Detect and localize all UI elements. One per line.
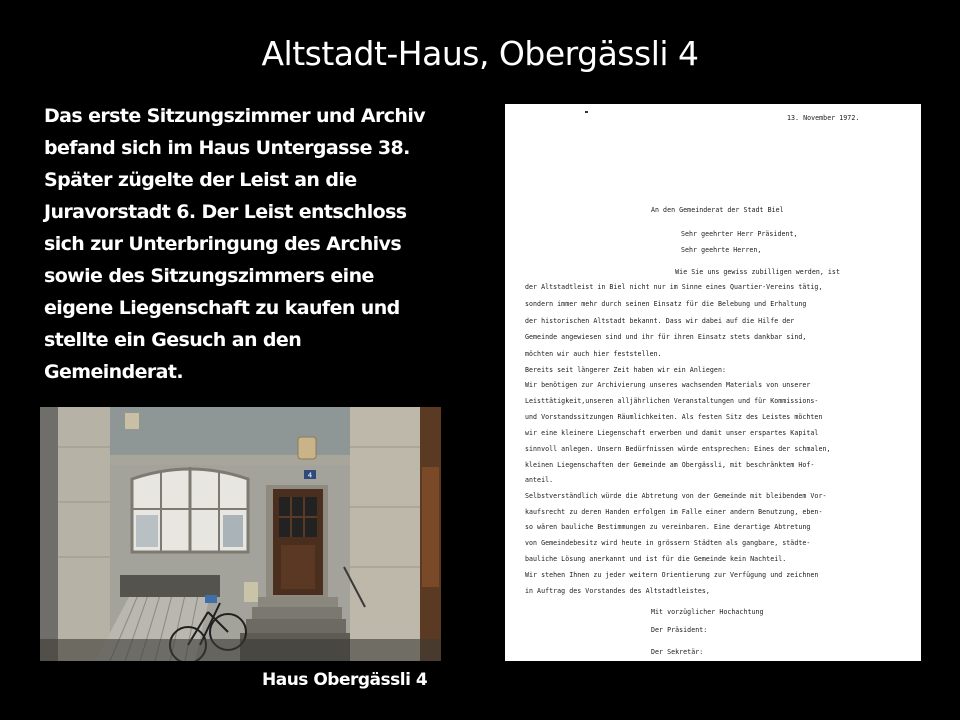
letter-line: möchten wir auch hier feststellen. xyxy=(525,350,662,358)
letter-line: in Auftrag des Vorstandes des Altstadtleistes, xyxy=(525,587,710,595)
letter-line: Wir benötigen zur Archivierung unseres wachsenden Materials von unserer xyxy=(525,381,811,389)
letter-line: der Altstadtleist in Biel nicht nur im Sinne eines Quartier-Vereins tätig, xyxy=(525,283,823,291)
letter-signature-president: Der Präsident: xyxy=(651,626,708,634)
house-photo xyxy=(40,407,441,661)
body-text xyxy=(44,100,474,388)
letter-line: wir eine kleinere Liegenschaft erwerben und damit unser erspartes Kapital xyxy=(525,429,819,437)
letter-line: bauliche Lösung anerkannt und ist für die Gemeinde kein Nachteil. xyxy=(525,555,787,563)
letter-line: von Gemeindebesitz wird heute in grössern Städten als gangbare, städte- xyxy=(525,539,811,547)
letter-line: anteil. xyxy=(525,476,554,484)
letter-line: sondern immer mehr durch seinen Einsatz für die Belebung und Erhaltung xyxy=(525,300,807,308)
body-line: Das erste Sitzungszimmer und Archiv xyxy=(44,105,426,127)
letter-line: Wir stehen Ihnen zu jeder weitern Orientierung zur Verfügung und zeichnen xyxy=(525,571,819,579)
letter-closing: Mit vorzüglicher Hochachtung xyxy=(651,608,764,616)
letter-salutation: Sehr geehrter Herr Präsident, xyxy=(681,230,798,238)
paper-mark xyxy=(585,111,588,113)
house-number: 4 xyxy=(307,471,313,480)
letter-addressee: An den Gemeinderat der Stadt Biel xyxy=(651,206,784,214)
letter-line: Selbstverständlich würde die Abtretung von der Gemeinde mit bleibendem Vor- xyxy=(525,492,827,500)
body-line: Juravorstadt 6. Der Leist entschloss xyxy=(44,201,407,223)
body-line: eigene Liegenschaft zu kaufen und xyxy=(44,297,400,319)
letter-line: Bereits seit längerer Zeit haben wir ein Anliegen: xyxy=(525,366,726,374)
house-photo-illustration xyxy=(40,407,441,661)
body-line: Später zügelte der Leist an die xyxy=(44,169,357,191)
letter-signature-secretary: Der Sekretär: xyxy=(651,648,704,656)
body-line: sich zur Unterbringung des Archivs xyxy=(44,233,402,255)
letter-document xyxy=(505,104,921,661)
body-line: stellte ein Gesuch an den xyxy=(44,329,302,351)
letter-line: sinnvoll anlegen. Unsern Bedürfnissen würde entsprechen: Eines der schmalen, xyxy=(525,445,831,453)
letter-salutation: Sehr geehrte Herren, xyxy=(681,246,762,254)
body-line: befand sich im Haus Untergasse 38. xyxy=(44,137,410,159)
letter-line: so wären bauliche Bestimmungen zu vereinbaren. Eine derartige Abtretung xyxy=(525,523,811,531)
letter-line: der historischen Altstadt bekannt. Dass wir dabei auf die Hilfe der xyxy=(525,317,795,325)
body-line: Gemeinderat. xyxy=(44,361,183,383)
letter-date: 13. November 1972. xyxy=(787,114,860,122)
letter-line: Gemeinde angewiesen sind und ihr für ihren Einsatz stets dankbar sind, xyxy=(525,333,807,341)
letter-line: kaufsrecht zu deren Handen erfolgen im Falle einer andern Benutzung, eben- xyxy=(525,508,823,516)
slide-title: Altstadt-Haus, Obergässli 4 xyxy=(261,34,699,73)
letter-line: Wie Sie uns gewiss zubilligen werden, ist xyxy=(643,268,840,276)
letter-line: und Vorstandssitzungen Räumlichkeiten. Als festen Sitz des Leistes möchten xyxy=(525,413,823,421)
letter-line: kleinen Liegenschaften der Gemeinde am Obergässli, mit beschränktem Hof- xyxy=(525,461,815,469)
letter-line: Leisttätigkeit,unseren alljährlichen Veranstaltungen und für Kommissions- xyxy=(525,397,819,405)
photo-caption: Haus Obergässli 4 xyxy=(262,670,428,690)
body-line: sowie des Sitzungszimmers eine xyxy=(44,265,374,287)
